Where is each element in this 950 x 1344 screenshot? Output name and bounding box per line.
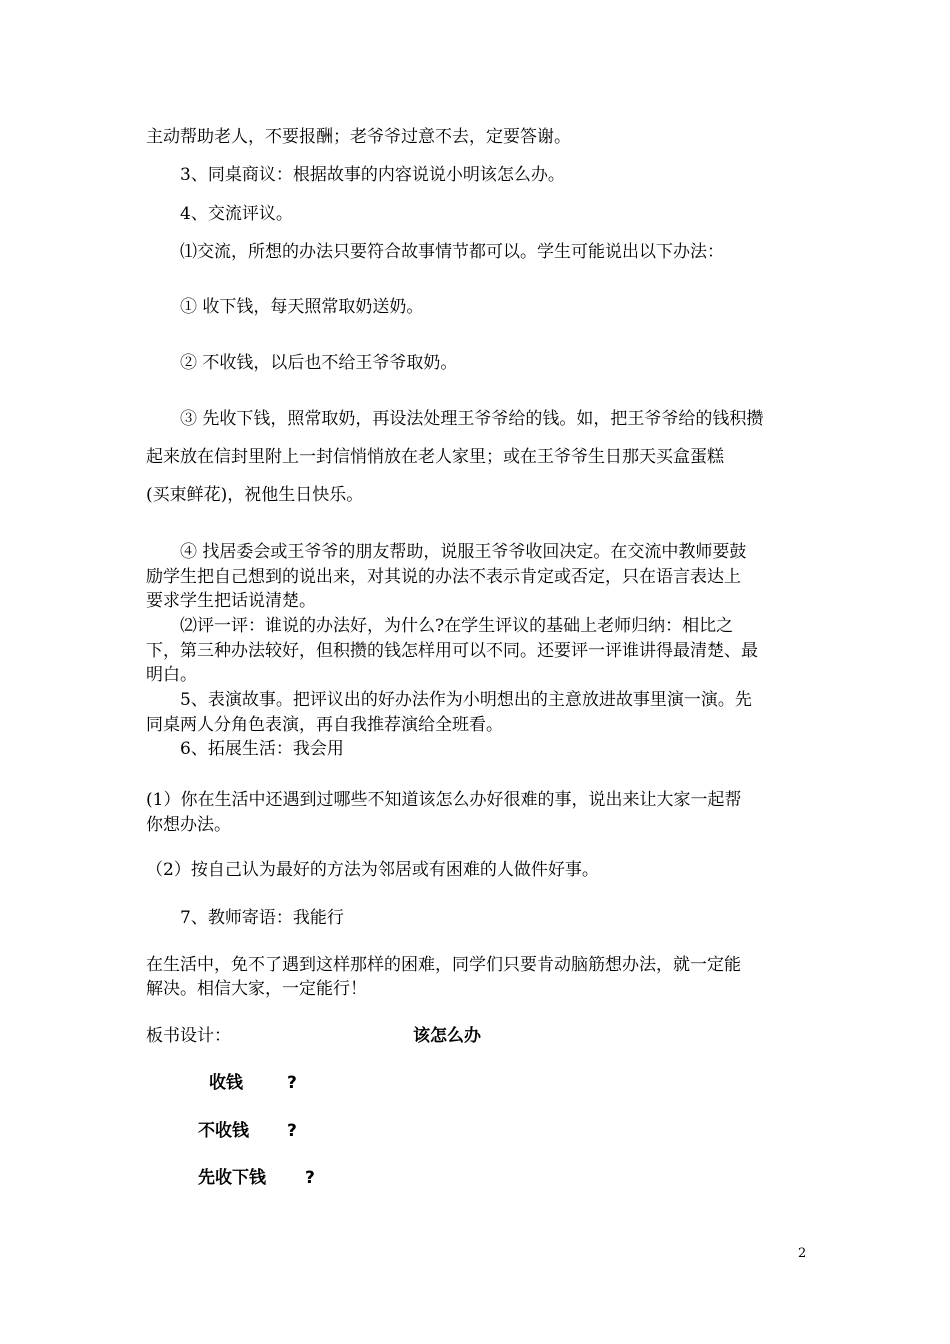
body-line: 主动帮助老人，不要报酬；老爷爷过意不去，定要答谢。 (146, 127, 571, 147)
body-line: 起来放在信封里附上一封信悄悄放在老人家里；或在王爷爷生日那天买盒蛋糕 (146, 447, 724, 467)
board-title: 该怎么办 (413, 1026, 481, 1046)
body-line: ⑵评一评：谁说的办法好，为什么?在学生评议的基础上老师归纳：相比之 (180, 616, 734, 636)
body-line: 明白。 (146, 665, 197, 685)
body-line: ② 不收钱，以后也不给王爷爷取奶。 (180, 353, 458, 373)
body-line: ④ 找居委会或王爷爷的朋友帮助，说服王爷爷收回决定。在交流中教师要鼓 (180, 542, 747, 562)
body-line: (1）你在生活中还遇到过哪些不知道该怎么办好很难的事，说出来让大家一起帮 (146, 790, 742, 810)
body-line: 5、表演故事。把评议出的好办法作为小明想出的主意放进故事里演一演。先 (180, 690, 752, 710)
body-line: 同桌两人分角色表演，再自我推荐演给全班看。 (146, 715, 503, 735)
body-line: ⑴交流，所想的办法只要符合故事情节都可以。学生可能说出以下办法： (180, 242, 724, 262)
board-question-mark: ? (305, 1168, 315, 1188)
body-line: 在生活中，免不了遇到这样那样的困难，同学们只要肯动脑筋想办法，就一定能 (146, 955, 741, 975)
body-line: 7、教师寄语：我能行 (180, 908, 344, 928)
body-line: 6、拓展生活：我会用 (180, 739, 344, 759)
body-line: (买束鲜花)，祝他生日快乐。 (146, 485, 364, 505)
page-number: 2 (798, 1246, 807, 1261)
body-line: ① 收下钱，每天照常取奶送奶。 (180, 297, 424, 317)
body-line: 你想办法。 (146, 815, 231, 835)
body-line: 下，第三种办法较好，但积攒的钱怎样用可以不同。还要评一评谁讲得最清楚、最 (146, 641, 758, 661)
board-question-mark: ? (287, 1121, 297, 1141)
board-item-2: 不收钱 (198, 1121, 249, 1141)
body-line: ③ 先收下钱，照常取奶，再设法处理王爷爷给的钱。如，把王爷爷给的钱积攒 (180, 409, 764, 429)
body-line: 4、交流评议。 (180, 204, 293, 224)
body-line: 励学生把自己想到的说出来，对其说的办法不表示肯定或否定，只在语言表达上 (146, 567, 741, 587)
body-line: （2）按自己认为最好的方法为邻居或有困难的人做件好事。 (146, 860, 599, 880)
board-question-mark: ? (287, 1073, 297, 1093)
board-item-3: 先收下钱 (198, 1168, 266, 1188)
board-design-label: 板书设计： (146, 1026, 231, 1046)
body-line: 解决。相信大家，一定能行！ (146, 979, 367, 999)
body-line: 3、同桌商议：根据故事的内容说说小明该怎么办。 (180, 165, 565, 185)
body-line: 要求学生把话说清楚。 (146, 591, 316, 611)
board-item-1: 收钱 (209, 1073, 243, 1093)
